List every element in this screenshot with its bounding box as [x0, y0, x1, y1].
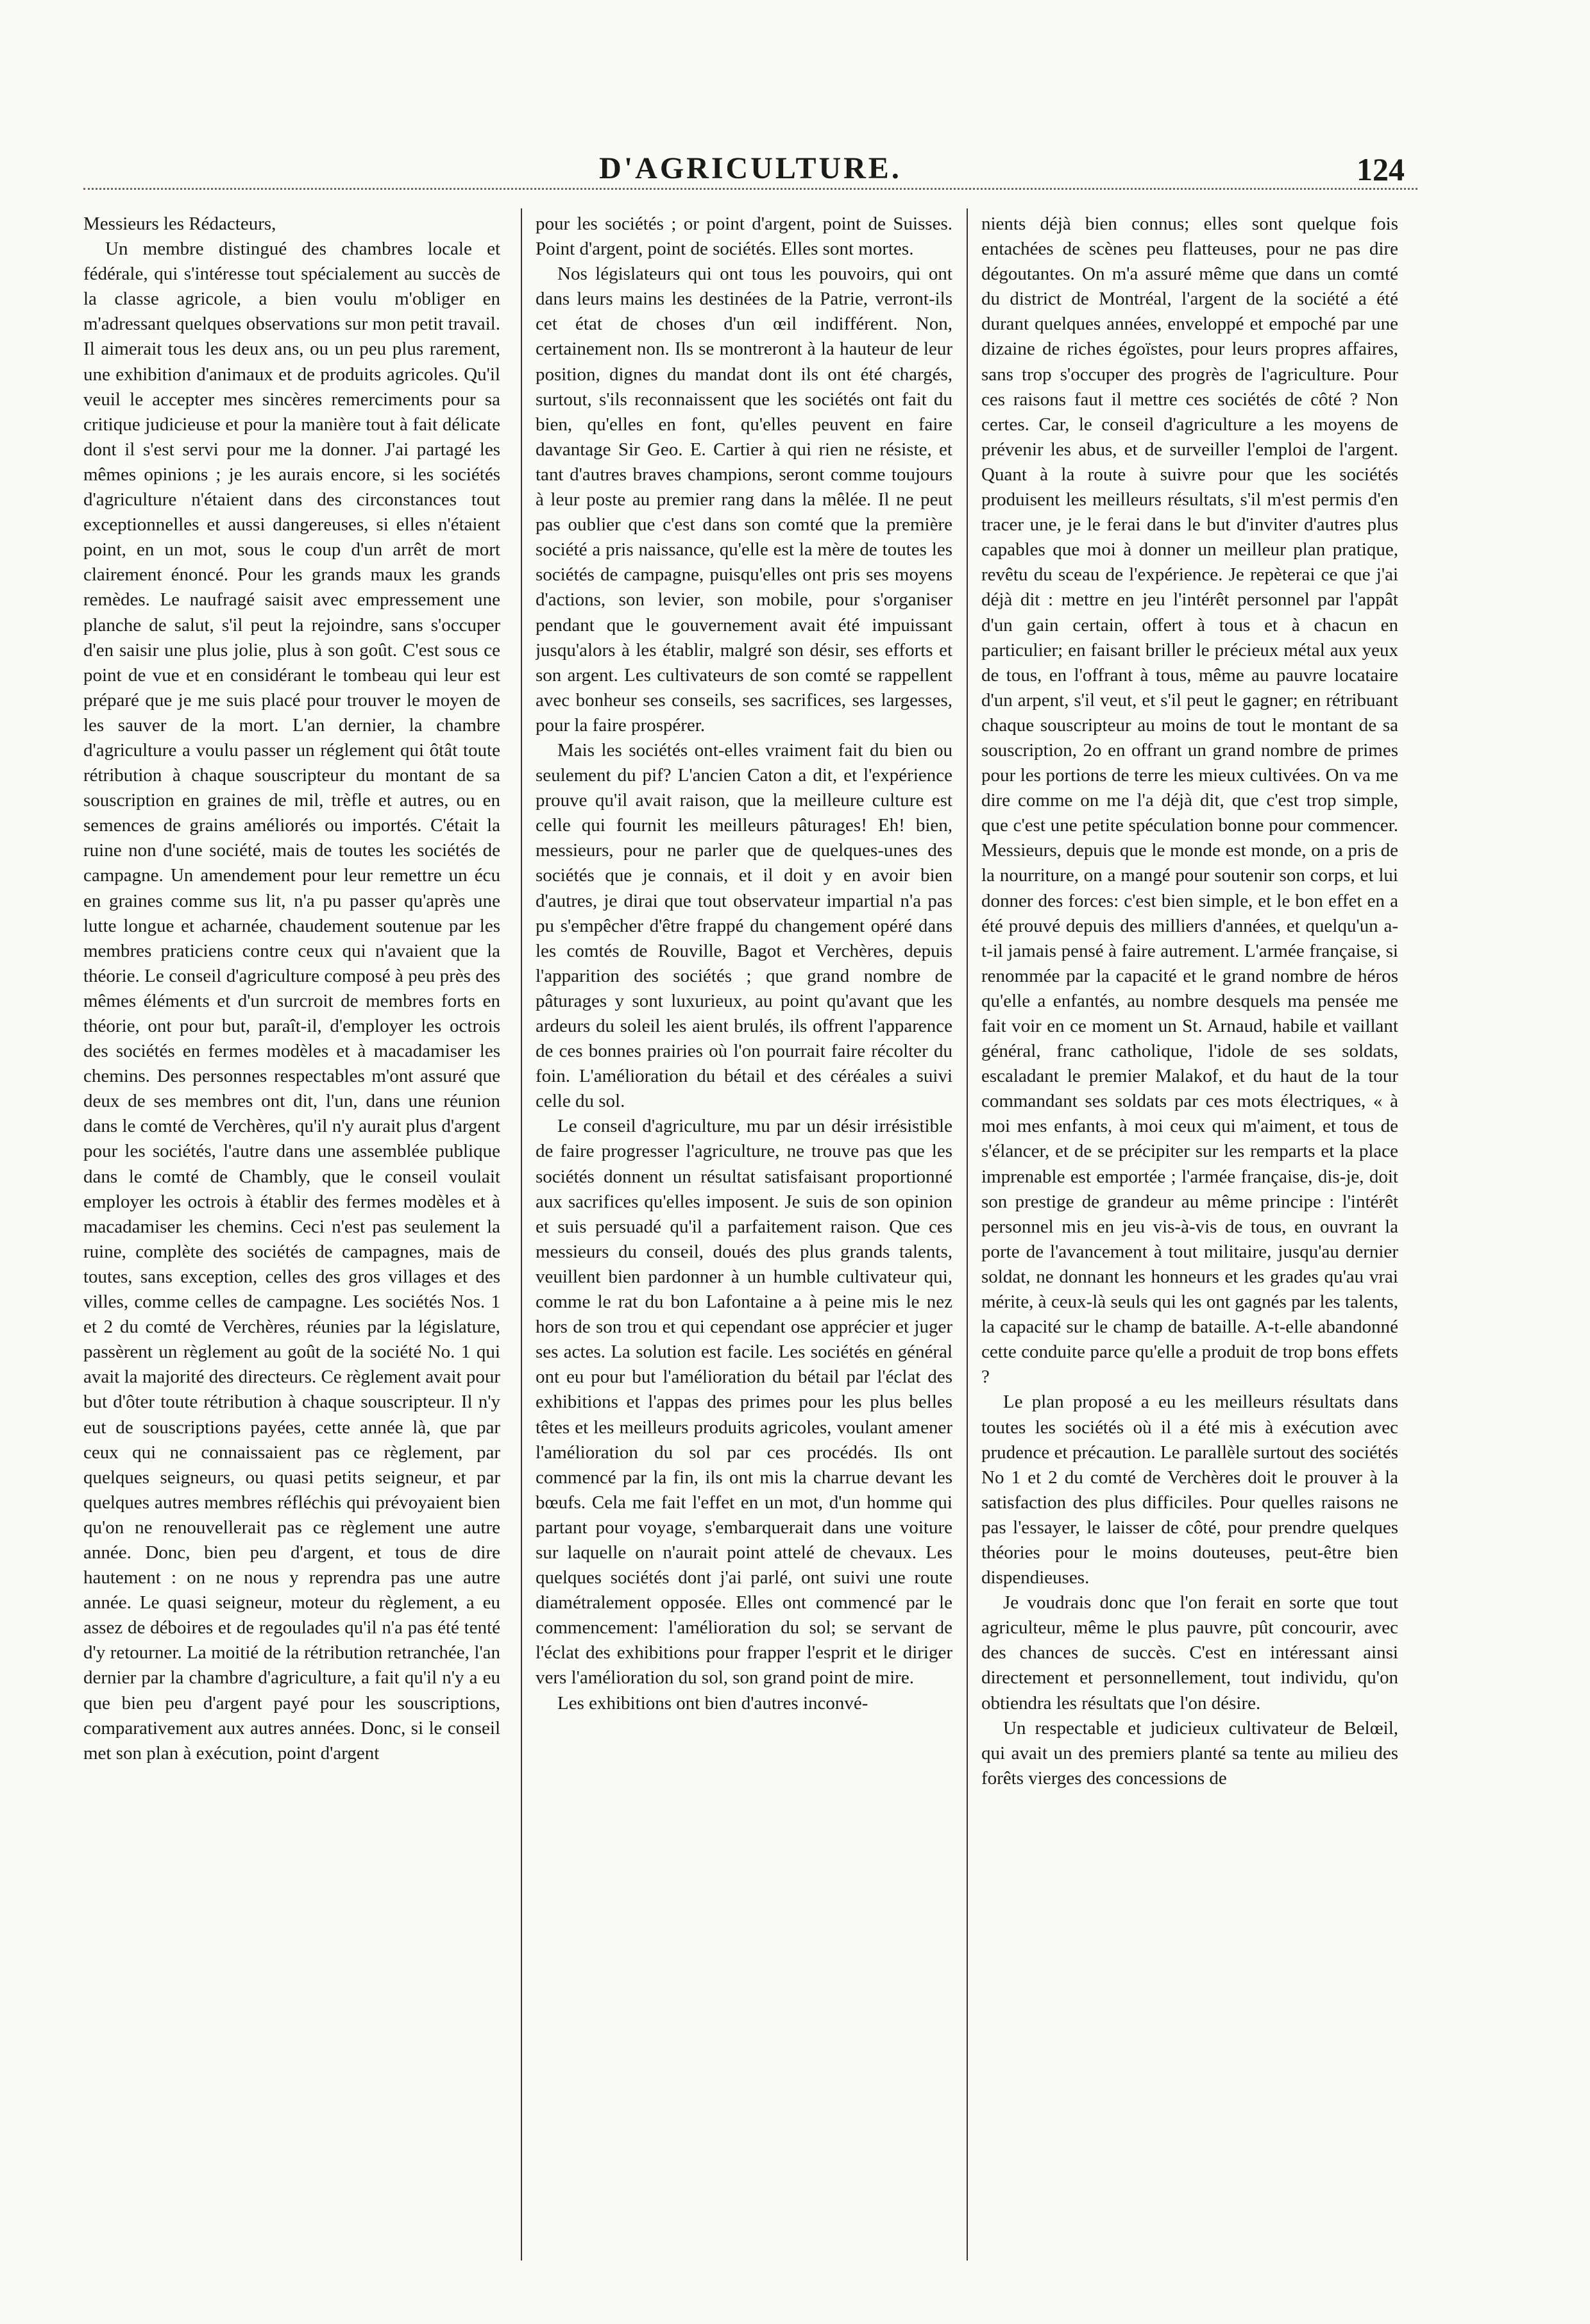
- paragraph: Les exhibitions ont bien d'autres inconvé-: [557, 1692, 868, 1714]
- paragraph: Un membre distingué des chambres locale et fédérale, qui s'intéresse tout spécialement au succès de la classe agricole, a bien voulu m'obliger en m'adressant quelques observations sur mon petit travail. Il aimerait tous les deux ans, ou un peu plus rarement, une exhibition d'animaux et de produits agricoles. Qu'il veuil le accepter mes sincères remerciments pour sa critique judicieuse et pour la manière tout à fait délicate dont il s'est servi pour me la donner. J'ai partagé les mêmes opinions ; je les aurais encore, si les sociétés d'agriculture n'étaient dans des circonstances tout exceptionnelles et aussi dangereuses, si elles n'étaient point, en un mot, sous le coup d'un arrêt de mort clairement énoncé. Pour les grands maux les grands remèdes. Le naufragé saisit avec empressement une planche de salut, s'il peut la rejoindre, sans s'occuper d'en saisir une plus jolie, plus à son goût. C'est sous ce point de vue et en considérant le tombeau qui leur est préparé que je me suis placé pour trouver le moyen de les sauver de la mort. L'an dernier, la chambre d'agriculture a voulu passer un réglement qui ôtât toute rétribution à chaque souscripteur du montant de sa souscription en graines de mil, trèfle et autres, ou en semences de grains améliorés ou importés. C'était la ruine non d'une société, mais de toutes les sociétés de campagne. Un amendement pour leur remettre un écu en graines comme sus lit, n'a pu passer qu'après une lutte longue et acharnée, chaudement soutenue par les membres praticiens contre ceux qui n'avaient que la théorie. Le conseil d'agriculture composé à peu près des mêmes éléments et d'un surcroit de membres forts en théorie, ont pour but, paraît-il, d'employer les octrois des sociétés en fermes modèles et à macadamiser les chemins. Des personnes respectables m'ont assuré que deux de ses membres ont dit, l'un, dans une réunion dans le comté de Verchères, qu'il n'y aurait plus d'argent pour les sociétés, l'autre dans une assemblée publique dans le comté de Chambly, que le conseil voulait employer les octrois à établir des fermes modèles et à macadamiser les chemins. Ceci n'est pas seulement la ruine, complète des sociétés de campagnes, mais de toutes, sans exception, celles des gros villages et des villes, comme celles de campagne. Les sociétés Nos. 1 et 2 du comté de Verchères, réunies par la législature, passèrent un règlement au goût de la société No. 1 qui avait la majorité des directeurs. Ce règlement avait pour but d'ôter toute rétribution à chaque souscripteur. Il n'y eut de souscriptions payées, cette année là, que par ceux qui ne connaissaient pas ce règlement, par quelques seigneurs, ou quasi petits seigneur, et par quelques autres membres réfléchis qui prévoyaient bien qu'on ne renouvellerait pas ce règlement une autre année. Donc, bien peu d'argent, et tous de dire hautement : on ne nous y reprendra pas une autre année. Le quasi seigneur, moteur du règlement, a eu assez de déboires et de regoulades qu'il n'a pas été tenté d'y retourner. La moitié de la rétribution retranchée, l'an dernier par la chambre d'agriculture, a fait qu'il n'y a eu que bien peu d'argent payé pour les souscriptions, comparativement aux autres années. Donc, si le conseil met son plan à exécution, point d'argent: [83, 239, 500, 1764]
- text-column-1: [83, 212, 500, 2244]
- paragraph: Mais les sociétés ont-elles vraiment fait du bien ou seulement du pif? L'ancien Caton a dit, et l'expérience prouve qu'il avait raison, que la meilleure culture est celle qui fournit les meilleurs pâturages! Eh! bien, messieurs, pour ne parler que de quelques-unes des sociétés que je connais, et il doit y en avoir bien d'autres, je dirai que tout observateur impartial n'a pas pu s'empêcher d'être frappé du changement opéré dans les comtés de Rouville, Bagot et Verchères, depuis l'apparition des sociétés ; que grand nombre de pâturages y sont luxurieux, au point qu'avant que les ardeurs du soleil les aient brulés, ils offrent l'apparence de ces bonnes prairies où l'on pourrait faire récolter du foin. L'amélioration du bétail et des céréales a suivi celle du sol.: [536, 739, 952, 1112]
- paragraph: Je voudrais donc que l'on ferait en sorte que tout agriculteur, même le plus pauvre, pût concourir, avec des chances de succès. C'est en intéressant ainsi directement et personnellement, tout individu, qu'on obtiendra les résultats que l'on désire.: [981, 1592, 1398, 1714]
- column-divider: [967, 208, 968, 2261]
- page-number: 124: [1357, 151, 1405, 187]
- header-divider: [83, 188, 1417, 190]
- text-column-3: [981, 212, 1398, 2244]
- paragraph: Nos législateurs qui ont tous les pouvoirs, qui ont dans leurs mains les destinées de la Patrie, verront-ils cet état de choses d'un œil indifférent. Non, certainement non. Ils se montreront à la hauteur de leur position, dignes du mandat dont ils ont été chargés, surtout, s'ils reconnaissent que les sociétés ont fait du bien, qu'elles en font, qu'elles peuvent en faire davantage Sir Geo. E. Cartier à qui rien ne résiste, et tant d'autres braves champions, seront comme toujours à leur poste au premier rang dans la mêlée. Il ne peut pas oublier que c'est dans son comté que la première société a pris naissance, qu'elle est la mère de toutes les sociétés de campagne, puisqu'elles ont pris ses moyens d'actions, son levier, son mobile, pour s'organiser pendant que le gouvernement avait été impuissant jusqu'alors à les établir, malgré son désir, ses efforts et son argent. Les cultivateurs de son comté se rappellent avec bonheur ses conseils, ses sacrifices, ses largesses, pour la faire prospérer.: [536, 264, 952, 736]
- salutation: Messieurs les Rédacteurs,: [83, 214, 276, 234]
- paragraph: Le plan proposé a eu les meilleurs résultats dans toutes les sociétés où il a été mis à exécution avec prudence et précaution. Le parallèle surtout des sociétés No 1 et 2 du comté de Verchères doit le prouver à la satisfaction des plus difficiles. Pour quelles raisons ne pas l'essayer, le laisser de côté, pour prendre quelques théories pour le moins douteuses, peut-être bien dispendieuses.: [981, 1392, 1398, 1588]
- text-column-2: [536, 212, 952, 2244]
- paragraph: nients déjà bien connus; elles sont quelque fois entachées de scènes peu flatteuses, pour ne pas dire dégoutantes. On m'a assuré même que dans un comté du district de Montréal, l'argent de la société a été durant quelques années, enveloppé et empoché par une dizaine de riches égoïstes, pour leurs propres affaires, sans trop s'occuper des progrès de l'agriculture. Pour ces raisons faut il mettre ces sociétés de côté ? Non certes. Car, le conseil d'agriculture a les moyens de prévenir les abus, et de surveiller l'emploi de l'argent. Quant à la route à suivre pour que les sociétés produisent les meilleurs résultats, s'il m'est permis d'en tracer une, je le ferai dans le but d'inviter d'autres plus capables que moi à donner un meilleur plan pratique, revêtu du sceau de l'expérience. Je repèterai ce que j'ai déjà dit : mettre en jeu l'intérêt personnel par l'appât d'un gain certain, offert à tous et à chacun en particulier; en faisant briller le précieux métal aux yeux de tous, en l'offrant à tous, même au pauvre locataire d'un arpent, s'il veut, et s'il peut le gagner; en rétribuant chaque souscripteur au moins de tout le montant de sa souscription, 2o en offrant un grand nombre de primes pour les portions de terre les mieux cultivées. On va me dire comme on me l'a déjà dit, que c'est trop simple, que c'est une petite spéculation bonne pour commencer. Messieurs, depuis que le monde est monde, on a pris de la nourriture, on a mangé pour soutenir son corps, et lui donner des forces: c'est bien simple, et le bon effet en a été prouvé depuis des milliers d'années, et quelqu'un a-t-il jamais pensé à faire autrement. L'armée française, si renommée par la capacité et le grand nombre de héros qu'elle a enfantés, au nombre desquels ma pensée me fait voir en ce moment un St. Arnaud, habile et vaillant général, franc catholique, l'idole de ses soldats, escaladant le premier Malakof, et du haut de la tour commandant ses soldats par ces mots électriques, « à moi mes enfants, à moi ceux qui m'aiment, et tous de s'élancer, et de se précipiter sur les remparts et la place imprenable est emportée ; l'armée française, dis-je, doit son prestige de grandeur au même principe : l'intérêt personnel mis en jeu vis-à-vis de tous, en ouvrant la porte de l'avancement à tout militaire, jusqu'au dernier soldat, ne donnant les honneurs et les grades qu'au vrai mérite, à ceux-là seuls qui les ont gagnés par les talents, la capacité sur le champ de bataille. A-t-elle abandonné cette conduite parce qu'elle a produit de trop bons effets ?: [981, 214, 1398, 1388]
- column-divider: [521, 208, 522, 2261]
- paragraph: Le conseil d'agriculture, mu par un désir irrésistible de faire progresser l'agriculture, ne trouve pas que les sociétés donnent un résultat satisfaisant proportionné aux sacrifices qu'elles imposent. Je suis de son opinion et suis persuadé qu'il a parfaitement raison. Que ces messieurs du conseil, doués des plus grands talents, veuillent bien pardonner à un humble cultivateur qui, comme le rat du bon Lafontaine a à peine mis le nez hors de son trou et qui cependant ose apprécier et juger ses actes. La solution est facile. Les sociétés en général ont eu pour but l'amélioration du bétail par l'éclat des exhibitions et l'appas des primes pour les plus belles têtes et les meilleurs produits agricoles, voulant amener l'amélioration du sol par ces procédés. Ils ont commencé par la fin, ils ont mis la charrue devant les bœufs. Cela me fait l'effet en un mot, d'un homme qui partant pour voyage, s'embarquerait dans une voiture sur laquelle on n'aurait point attelé de chevaux. Les quelques sociétés dont j'ai parlé, ont suivi une route diamétralement opposée. Elles ont commencé par le commencement: l'amélioration du sol; se servant de l'éclat des exhibitions pour frapper l'esprit et le diriger vers l'amélioration du sol, son grand point de mire.: [536, 1116, 952, 1688]
- running-title: D'AGRICULTURE.: [599, 151, 902, 185]
- paragraph: pour les sociétés ; or point d'argent, point de Suisses. Point d'argent, point de sociétés. Elles sont mortes.: [536, 214, 952, 260]
- paragraph: Un respectable et judicieux cultivateur de Belœil, qui avait un des premiers planté sa tente au milieu des forêts vierges des concessions de: [981, 1717, 1398, 1789]
